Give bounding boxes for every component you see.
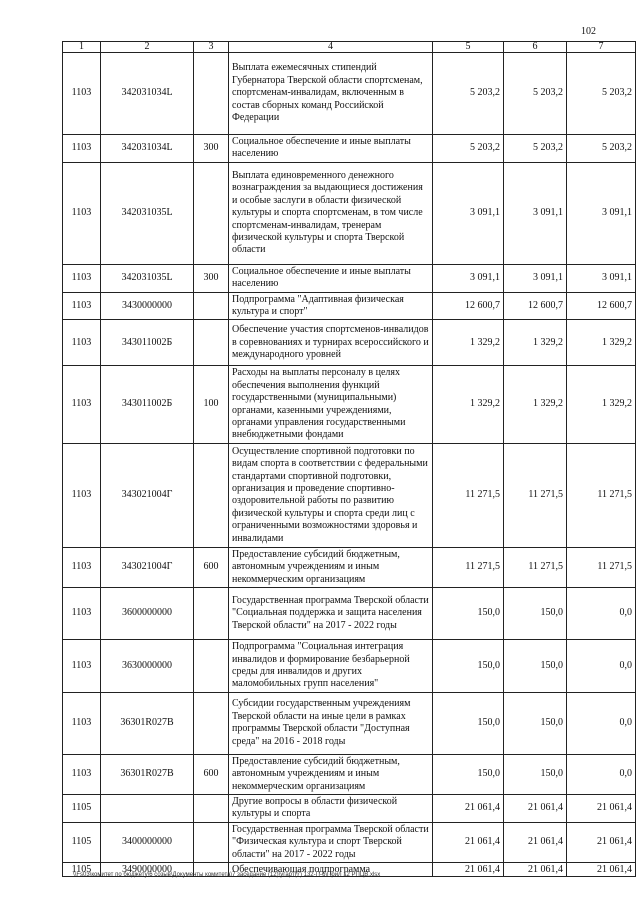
cell-section: 1103: [63, 547, 101, 587]
cell-amount-2: 1 329,2: [504, 320, 567, 366]
cell-name: Осуществление спортивной подготовки по видам спорта в соответствии с федеральными стандартами спортивной подготовки, организация и проведение спортивно-оздоровительной работы по развитию физической культуры и спорта среди лиц с ограниченными возможностями здоровья и инвалидами: [229, 443, 433, 547]
cell-code: 342031034L: [101, 135, 194, 163]
cell-amount-2: 21 061,4: [504, 862, 567, 876]
cell-code: 342031035L: [101, 162, 194, 264]
cell-amount-2: 150,0: [504, 692, 567, 754]
cell-name: Подпрограмма "Адаптивная физическая культура и спорт": [229, 292, 433, 320]
cell-expense-type: 600: [194, 547, 229, 587]
cell-amount-2: 150,0: [504, 588, 567, 640]
cell-amount-2: 150,0: [504, 754, 567, 794]
cell-amount-2: 12 600,7: [504, 292, 567, 320]
cell-code: 3400000000: [101, 822, 194, 862]
header-cell-7: 7: [567, 42, 636, 53]
cell-section: 1103: [63, 320, 101, 366]
cell-name: Подпрограмма "Социальная интеграция инвалидов и формирование безбарьерной среды для инвалидов и других маломобильных групп населения": [229, 640, 433, 693]
cell-amount-2: 3 091,1: [504, 264, 567, 292]
cell-code: [101, 794, 194, 822]
cell-code: 343021004Г: [101, 547, 194, 587]
cell-name: Выплата ежемесячных стипендий Губернатора Тверской области спортсменам, спортсменам-инвалидам, включенным в состав сборных команд Российской Федерации: [229, 53, 433, 135]
table-row: [63, 53, 636, 135]
cell-expense-type: [194, 640, 229, 693]
cell-expense-type: [194, 162, 229, 264]
cell-amount-3: 0,0: [567, 588, 636, 640]
budget-table: [62, 41, 636, 877]
header-cell-4: 4: [229, 42, 433, 53]
cell-section: 1103: [63, 264, 101, 292]
cell-amount-2: 5 203,2: [504, 53, 567, 135]
cell-expense-type: 300: [194, 264, 229, 292]
cell-name: Обеспечивающая подпрограмма: [229, 862, 433, 876]
table-row: [63, 794, 636, 822]
cell-amount-3: 1 329,2: [567, 366, 636, 443]
cell-expense-type: [194, 443, 229, 547]
cell-amount-1: 12 600,7: [433, 292, 504, 320]
cell-amount-3: 0,0: [567, 692, 636, 754]
cell-amount-2: 21 061,4: [504, 822, 567, 862]
cell-expense-type: 300: [194, 135, 229, 163]
cell-section: 1103: [63, 640, 101, 693]
cell-expense-type: [194, 794, 229, 822]
cell-name: Предоставление субсидий бюджетным, автономным учреждениям и иным некоммерческим организациям: [229, 547, 433, 587]
header-cell-2: 2: [101, 42, 194, 53]
cell-amount-2: 11 271,5: [504, 443, 567, 547]
cell-amount-1: 3 091,1: [433, 162, 504, 264]
cell-amount-3: 12 600,7: [567, 292, 636, 320]
header-cell-1: 1: [63, 42, 101, 53]
table-row: [63, 547, 636, 587]
cell-amount-1: 150,0: [433, 754, 504, 794]
cell-amount-1: 3 091,1: [433, 264, 504, 292]
cell-name: Другие вопросы в области физической культуры и спорта: [229, 794, 433, 822]
cell-amount-3: 1 329,2: [567, 320, 636, 366]
cell-amount-3: 21 061,4: [567, 862, 636, 876]
cell-code: 342031035L: [101, 264, 194, 292]
cell-section: 1103: [63, 162, 101, 264]
cell-section: 1105: [63, 822, 101, 862]
cell-expense-type: [194, 292, 229, 320]
cell-section: 1105: [63, 794, 101, 822]
cell-section: 1105: [63, 862, 101, 876]
cell-section: 1103: [63, 135, 101, 163]
cell-expense-type: [194, 320, 229, 366]
cell-code: 36301R027B: [101, 754, 194, 794]
header-cell-3: 3: [194, 42, 229, 53]
cell-code: 343011002Б: [101, 366, 194, 443]
cell-amount-1: 11 271,5: [433, 547, 504, 587]
table-body: [63, 42, 636, 877]
table-row: [63, 822, 636, 862]
cell-amount-1: 21 061,4: [433, 862, 504, 876]
cell-amount-1: 5 203,2: [433, 135, 504, 163]
cell-expense-type: [194, 692, 229, 754]
cell-section: 1103: [63, 53, 101, 135]
cell-code: 3630000000: [101, 640, 194, 693]
cell-amount-1: 1 329,2: [433, 320, 504, 366]
cell-code: 36301R027B: [101, 692, 194, 754]
cell-amount-3: 11 271,5: [567, 443, 636, 547]
cell-amount-1: 21 061,4: [433, 822, 504, 862]
cell-name: Обеспечение участия спортсменов-инвалидов в соревнованиях и турнирах всероссийского и международного уровней: [229, 320, 433, 366]
cell-amount-3: 0,0: [567, 754, 636, 794]
table-row: [63, 264, 636, 292]
cell-amount-2: 5 203,2: [504, 135, 567, 163]
table-row: [63, 292, 636, 320]
cell-amount-2: 1 329,2: [504, 366, 567, 443]
cell-amount-3: 5 203,2: [567, 135, 636, 163]
table-row: [63, 443, 636, 547]
cell-name: Социальное обеспечение и иные выплаты населению: [229, 264, 433, 292]
cell-amount-1: 1 329,2: [433, 366, 504, 443]
cell-amount-1: 11 271,5: [433, 443, 504, 547]
cell-amount-2: 3 091,1: [504, 162, 567, 264]
cell-amount-2: 11 271,5: [504, 547, 567, 587]
cell-section: 1103: [63, 292, 101, 320]
cell-code: 343021004Г: [101, 443, 194, 547]
cell-name: Выплата единовременного денежного вознаграждения за выдающиеся достижения и особые заслуги в области физической культуры и спорта спортсменам, в том числе спортсменам-инвалидам, тренерам физической культуры и спорта Тверской области: [229, 162, 433, 264]
table-row: [63, 320, 636, 366]
cell-name: Государственная программа Тверской области "Физическая культура и спорт Тверской области" на 2017 - 2022 годы: [229, 822, 433, 862]
cell-name: Государственная программа Тверской области "Социальная поддержка и защита населения Тверской области" на 2017 - 2022 годы: [229, 588, 433, 640]
cell-expense-type: [194, 53, 229, 135]
cell-amount-3: 3 091,1: [567, 162, 636, 264]
file-path-footer: \\Fs03\комитет по бюджету\6 созыв\Документы комитета\7 заседание (12)\угарт(7) 132-П-б\Прил 12 РПЦВ.xlsx: [73, 872, 381, 878]
cell-expense-type: 600: [194, 754, 229, 794]
cell-expense-type: [194, 588, 229, 640]
cell-section: 1103: [63, 443, 101, 547]
table-row: [63, 135, 636, 163]
table-header-row: [63, 42, 636, 53]
cell-amount-3: 21 061,4: [567, 794, 636, 822]
cell-code: 3430000000: [101, 292, 194, 320]
cell-code: 343011002Б: [101, 320, 194, 366]
cell-section: 1103: [63, 754, 101, 794]
cell-code: 342031034L: [101, 53, 194, 135]
cell-amount-1: 5 203,2: [433, 53, 504, 135]
table-row: [63, 754, 636, 794]
cell-name: Субсидии государственным учреждениям Тверской области на иные цели в рамках программы Тверской области "Доступная среда" на 2016 - 2018 годы: [229, 692, 433, 754]
header-cell-5: 5: [433, 42, 504, 53]
cell-amount-1: 21 061,4: [433, 794, 504, 822]
table-row: [63, 692, 636, 754]
cell-amount-3: 3 091,1: [567, 264, 636, 292]
cell-section: 1103: [63, 588, 101, 640]
cell-name: Предоставление субсидий бюджетным, автономным учреждениям и иным некоммерческим организациям: [229, 754, 433, 794]
cell-section: 1103: [63, 366, 101, 443]
cell-name: Расходы на выплаты персоналу в целях обеспечения выполнения функций государственными (муниципальными) органами, казенными учреждениями, органами управления государственными внебюджетными фондами: [229, 366, 433, 443]
table-row: [63, 588, 636, 640]
cell-amount-3: 0,0: [567, 640, 636, 693]
cell-amount-1: 150,0: [433, 692, 504, 754]
page-number: 102: [581, 26, 596, 37]
cell-code: 3490000000: [101, 862, 194, 876]
cell-amount-2: 21 061,4: [504, 794, 567, 822]
cell-amount-3: 21 061,4: [567, 822, 636, 862]
cell-code: 3600000000: [101, 588, 194, 640]
table-row: [63, 640, 636, 693]
cell-amount-1: 150,0: [433, 588, 504, 640]
cell-section: 1103: [63, 692, 101, 754]
cell-expense-type: [194, 822, 229, 862]
cell-amount-3: 11 271,5: [567, 547, 636, 587]
cell-name: Социальное обеспечение и иные выплаты населению: [229, 135, 433, 163]
cell-expense-type: 100: [194, 366, 229, 443]
header-cell-6: 6: [504, 42, 567, 53]
cell-amount-1: 150,0: [433, 640, 504, 693]
table-row: [63, 162, 636, 264]
cell-amount-2: 150,0: [504, 640, 567, 693]
table-row: [63, 366, 636, 443]
cell-amount-3: 5 203,2: [567, 53, 636, 135]
